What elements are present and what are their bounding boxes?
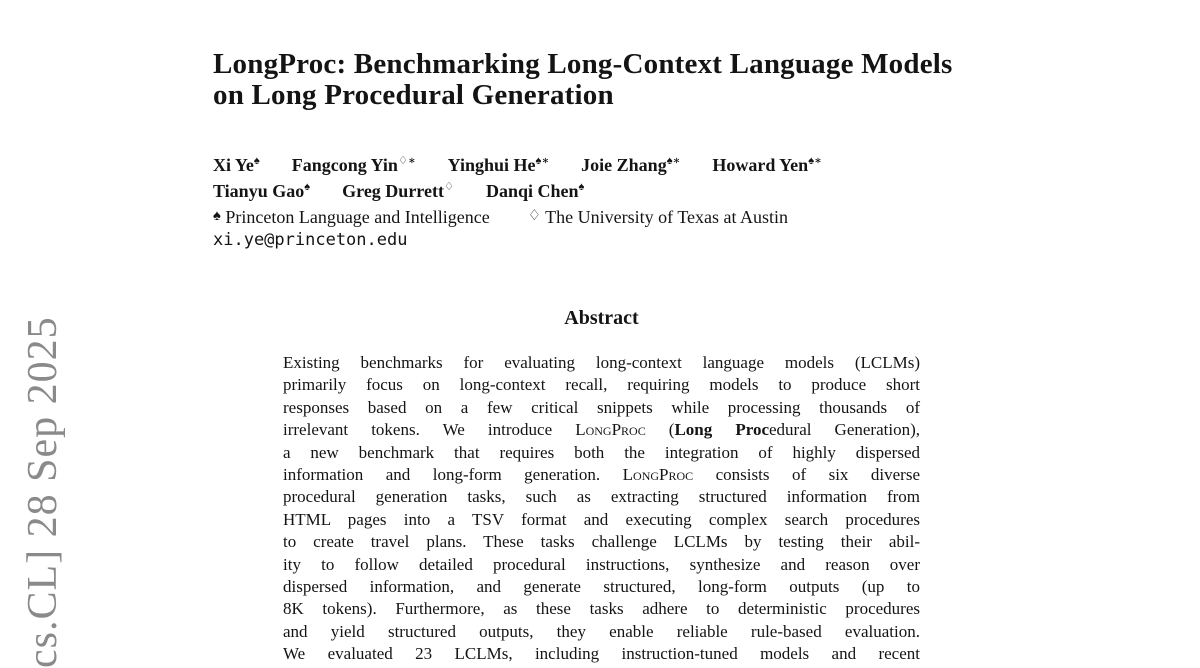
diamond-icon: ♢: [527, 208, 541, 224]
author-affiliation-mark: ♢: [443, 181, 454, 193]
arxiv-stamp: cs.CL] 28 Sep 2025: [20, 316, 66, 668]
authors-row-1: [213, 153, 822, 177]
abstract-line: We evaluated 23 LCLMs, including instruction-tuned models and recent: [283, 644, 920, 664]
affiliation-name: The University of Texas at Austin: [545, 207, 789, 227]
abstract-line: irrelevant tokens. We introduce LongProc (Long Procedural Generation),: [283, 420, 920, 440]
abstract-line: and yield structured outputs, they enable reliable rule-based evaluation.: [283, 621, 920, 641]
affiliation-princeton: [213, 205, 490, 229]
author-yinghui-he: [448, 153, 550, 177]
author-name: Danqi Chen: [485, 181, 579, 201]
abstract-line: responses based on a few critical snippets while processing thousands of: [283, 397, 920, 417]
author-joie-zhang: [581, 153, 680, 177]
abstract-line: dispersed information, and generate structured, long-form outputs (up to: [283, 576, 920, 596]
abstract-line: information and long-form generation. LongProc consists of six diverse: [283, 464, 920, 484]
abstract-body: [283, 352, 920, 665]
author-name: Howard Yen: [712, 155, 809, 175]
abstract-line: procedural generation tasks, such as extracting structured information from: [283, 487, 920, 507]
abstract-line: Existing benchmarks for evaluating long-context language models (LCLMs): [283, 353, 920, 372]
contact-email: xi.ye@princeton.edu: [213, 230, 408, 250]
author-name: Joie Zhang: [581, 155, 667, 175]
author-name: Greg Durrett: [342, 181, 444, 201]
paper-title: [213, 49, 993, 111]
author-fangcong-yin: [292, 153, 416, 177]
author-affiliation-mark: ♠∗: [666, 155, 681, 167]
author-affiliation-mark: ♠∗: [535, 155, 550, 167]
author-danqi-chen: [486, 179, 584, 203]
abstract-line: ity to follow detailed procedural instructions, synthesize and reason over: [283, 554, 920, 574]
abstract-line: primarily focus on long-context recall, requiring models to produce short: [283, 375, 920, 395]
author-tianyu-gao: [213, 179, 310, 203]
authors-row-2: [213, 179, 584, 203]
author-affiliation-mark: ♠: [304, 181, 311, 193]
affiliation-name: Princeton Language and Intelligence: [225, 207, 490, 227]
author-howard-yen: [712, 153, 821, 177]
abstract-line: HTML pages into a TSV format and executing complex search procedures: [283, 509, 920, 529]
author-affiliation-mark: ♠: [253, 155, 260, 167]
author-affiliation-mark: ♠: [578, 181, 585, 193]
paper-title-line1: LongProc: Benchmarking Long-Context Language Models: [213, 48, 953, 80]
author-xi-ye: [213, 153, 260, 177]
author-name: Fangcong Yin: [291, 155, 398, 175]
abstract-line: a new benchmark that requires both the integration of highly dispersed: [283, 442, 920, 462]
spade-icon: ♠: [213, 208, 221, 224]
affiliations-line: [213, 205, 788, 229]
author-affiliation-mark: ♢∗: [397, 155, 416, 167]
abstract-line: to create travel plans. These tasks challenge LCLMs by testing their abil-: [283, 532, 920, 552]
paper-title-line2: on Long Procedural Generation: [213, 79, 614, 111]
author-affiliation-mark: ♠∗: [808, 155, 822, 167]
author-greg-durrett: [342, 179, 454, 203]
affiliation-ut-austin: [528, 205, 788, 229]
author-name: Yinghui He: [447, 155, 536, 175]
author-name: Xi Ye: [213, 155, 254, 175]
abstract-heading: Abstract: [564, 307, 639, 329]
abstract-line: 8K tokens). Furthermore, as these tasks adhere to deterministic procedures: [283, 599, 920, 619]
author-name: Tianyu Gao: [213, 181, 305, 201]
